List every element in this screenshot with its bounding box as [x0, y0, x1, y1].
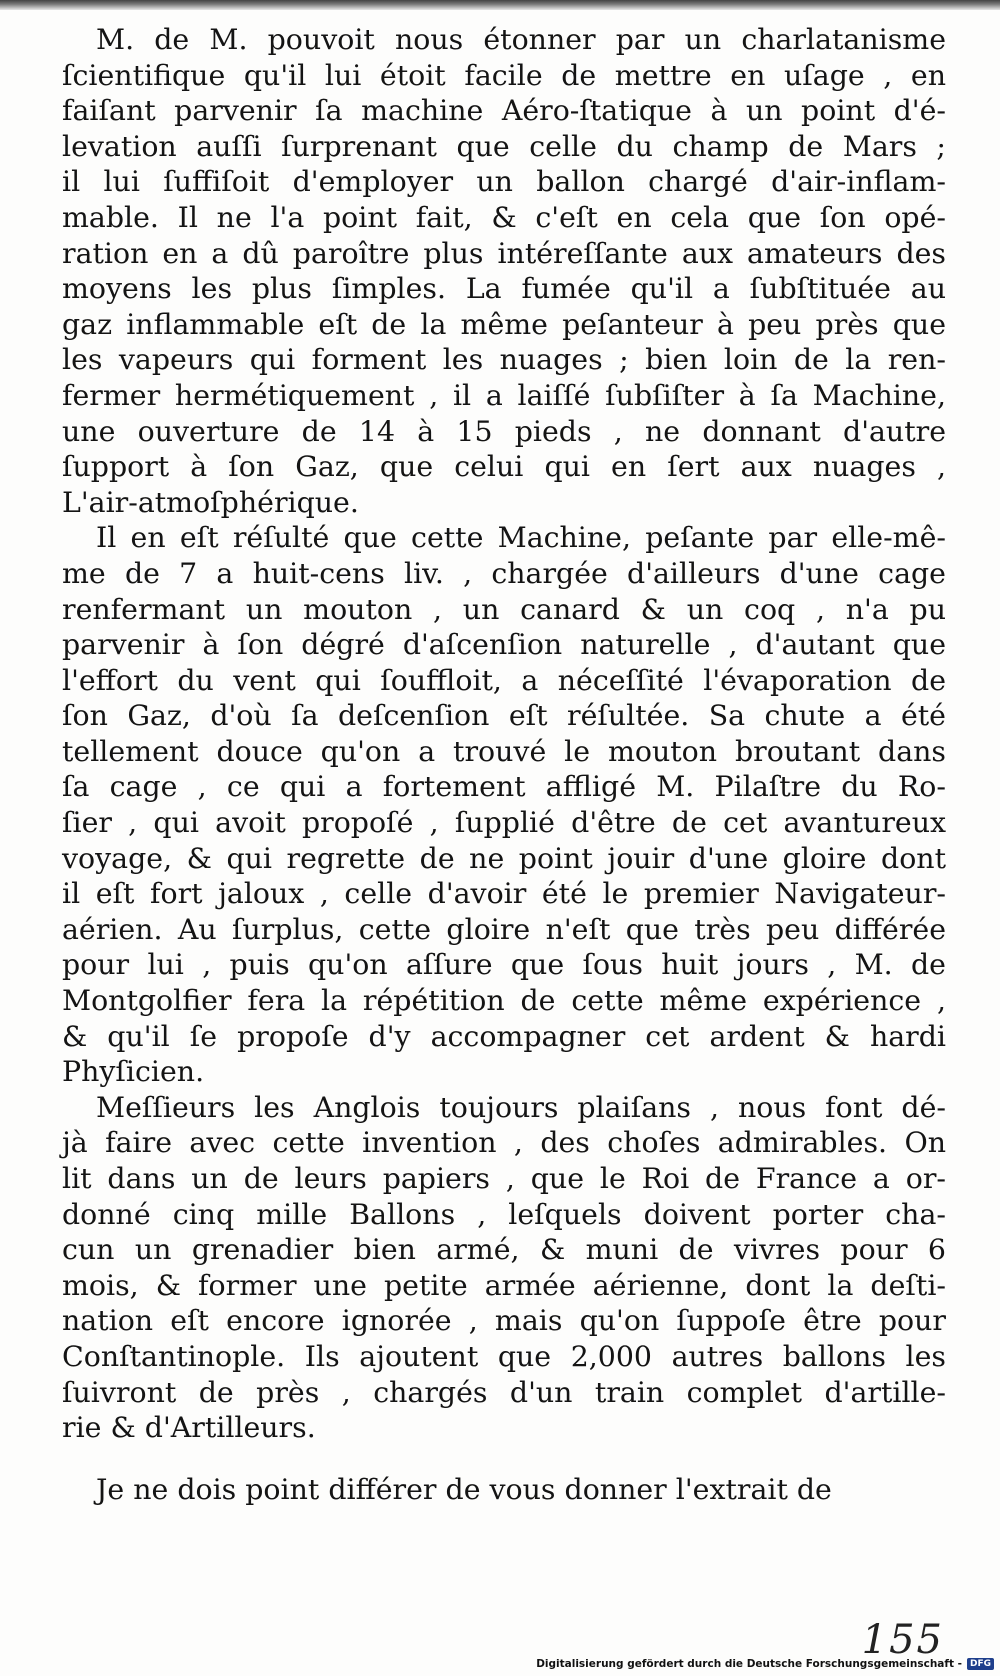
footer-credit-text: Digitalisierung gefördert durch die Deutsche Forschungsgemeinschaft -: [536, 1658, 962, 1670]
text-line: ſupport à ſon Gaz, que celui qui en ſert aux nuages ,: [62, 450, 946, 484]
text-line: ſier , qui avoit propoſé , ſupplié d'être de cet avantureux: [62, 806, 946, 840]
text-line: ration en a dû paroître plus intéreſſante aux amateurs des: [62, 236, 946, 270]
text-line: L'air-atmoſphérique.: [62, 485, 359, 519]
text-line: parvenir à ſon dégré d'aſcenſion naturelle , d'autant que: [62, 628, 946, 662]
text-line: cun un grenadier bien armé, & muni de vivres pour 6: [62, 1233, 946, 1267]
text-line: pour lui , puis qu'on aſſure que ſous huit jours , M. de: [62, 948, 946, 982]
text-line: rie & d'Artilleurs.: [62, 1411, 316, 1445]
text-line: & qu'il ſe propoſe d'y accompagner cet ardent & hardi: [62, 1019, 946, 1053]
body-text: [62, 22, 946, 1507]
text-line: Meſſieurs les Anglois toujours plaiſans , nous font dé-: [96, 1090, 946, 1124]
paragraph-1: [62, 22, 946, 520]
text-line: moyens les plus ſimples. La fumée qu'il a ſubſtituée au: [62, 272, 946, 306]
text-line: nation eſt encore ignorée , mais qu'on ſuppoſe être pour: [62, 1304, 946, 1338]
text-line: faiſant parvenir ſa machine Aéro-ſtatique à un point d'é-: [62, 94, 946, 128]
text-line: renfermant un mouton , un canard & un coq , n'a pu: [62, 592, 946, 626]
text-line: il lui ſuffiſoit d'employer un ballon chargé d'air-inflam-: [62, 165, 946, 199]
text-line: Phyſicien.: [62, 1055, 205, 1089]
closing-line: Je ne dois point différer de vous donner l'extrait de: [96, 1472, 832, 1506]
text-line: les vapeurs qui forment les nuages ; bien loin de la ren-: [62, 343, 946, 377]
text-line: gaz inflammable eſt de la même peſanteur à peu près que: [62, 307, 946, 341]
text-line: Conſtantinople. Ils ajoutent que 2,000 autres ballons les: [62, 1339, 946, 1373]
text-line: mable. Il ne l'a point fait, & c'eſt en cela que ſon opé-: [62, 200, 946, 234]
text-line: Il en eſt réſulté que cette Machine, peſante par elle-mê-: [96, 521, 946, 555]
dfg-logo-icon: DFG: [967, 1658, 994, 1670]
text-line: Montgolfier fera la répétition de cette même expérience ,: [62, 984, 946, 1018]
text-line: tellement douce qu'on a trouvé le mouton broutant dans: [62, 734, 946, 768]
paragraph-spacer: [62, 1446, 946, 1472]
text-line: ſon Gaz, d'où ſa deſcenſion eſt réſultée. Sa chute a été: [62, 699, 946, 733]
text-line: mois, & former une petite armée aérienne, dont la deſti-: [62, 1268, 946, 1302]
text-line: ſa cage , ce qui a fortement affligé M. Pilaſtre du Ro-: [62, 770, 946, 804]
text-line: M. de M. pouvoit nous étonner par un charlatanisme: [96, 23, 946, 56]
text-line: lit dans un de leurs papiers , que le Roi de France a or-: [62, 1162, 946, 1195]
digitization-footer: [0, 1652, 1000, 1676]
text-line: levation auſſi ſurprenant que celle du champ de Mars ;: [62, 129, 946, 163]
scan-top-edge: [0, 0, 1000, 10]
text-line: me de 7 a huit-cens liv. , chargée d'ailleurs d'une cage: [62, 556, 946, 590]
text-line: ſcientifique qu'il lui étoit facile de mettre en uſage , en: [62, 58, 946, 92]
text-line: l'effort du vent qui ſouffloit, a néceſſité l'évaporation de: [62, 663, 946, 697]
paragraph-3: [62, 1090, 946, 1446]
text-line: fermer hermétiquement , il a laiſſé ſubſiſter à ſa Machine,: [62, 378, 946, 412]
text-line: ſuivront de près , chargés d'un train complet d'artille-: [62, 1375, 946, 1409]
paragraph-2: [62, 520, 946, 1090]
page-number: 155: [861, 1617, 944, 1663]
text-line: une ouverture de 14 à 15 pieds , ne donnant d'autre: [62, 414, 946, 448]
text-line: voyage, & qui regrette de ne point jouir d'une gloire dont: [62, 841, 946, 875]
text-line: donné cinq mille Ballons , leſquels doivent porter cha-: [62, 1197, 946, 1231]
text-line: il eſt fort jaloux , celle d'avoir été le premier Navigateur-: [62, 877, 946, 911]
text-line: jà faire avec cette invention , des choſes admirables. On: [62, 1126, 946, 1160]
text-line: aérien. Au ſurplus, cette gloire n'eſt que très peu différée: [62, 912, 946, 946]
